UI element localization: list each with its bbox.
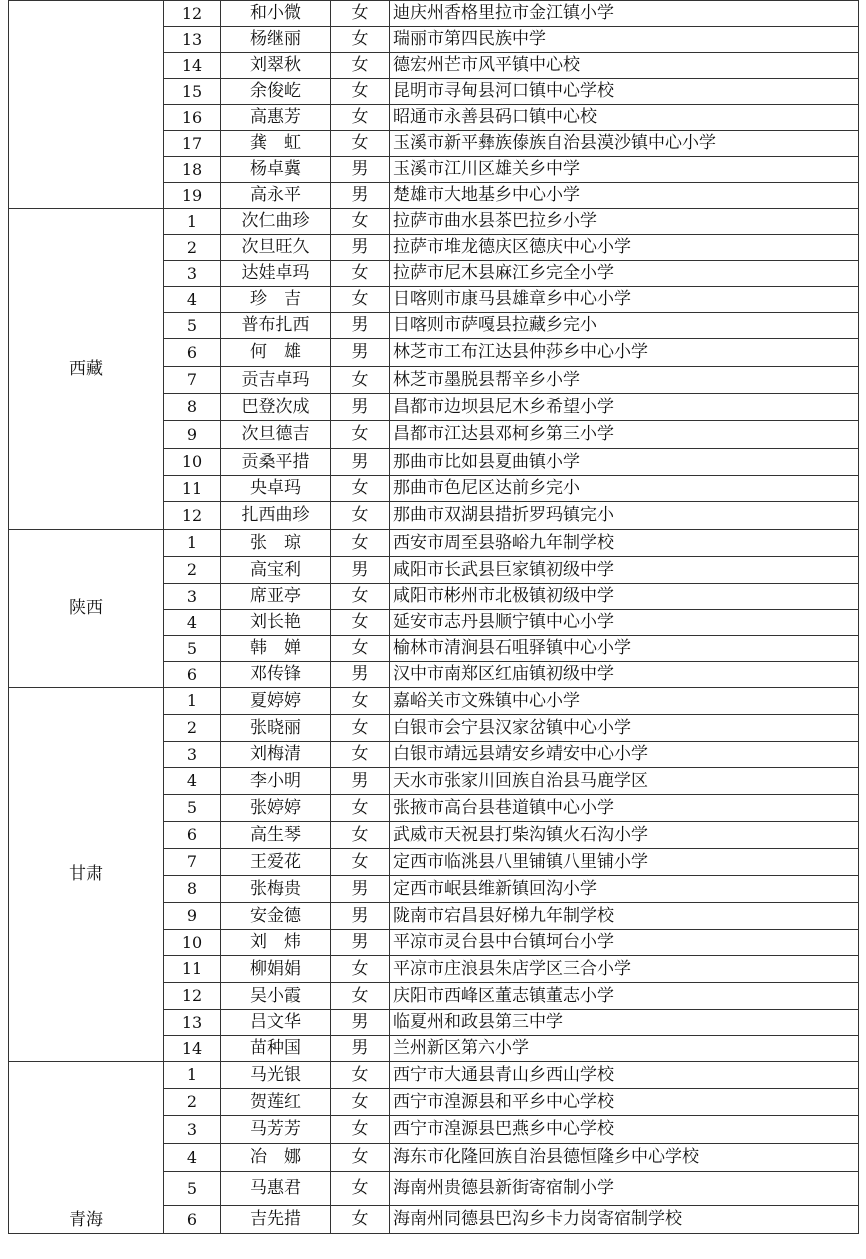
school-name-cell: 瑞丽市第四民族中学 — [390, 27, 859, 53]
school-name-cell: 西宁市大通县青山乡西山学校 — [390, 1062, 859, 1089]
school-name-cell: 白银市会宁县汉家岔镇中心小学 — [390, 715, 859, 742]
gender-cell: 女 — [331, 209, 390, 235]
gender-cell: 男 — [331, 449, 390, 476]
gender-cell: 男 — [331, 768, 390, 795]
school-name-cell: 玉溪市江川区雄关乡中学 — [390, 157, 859, 183]
gender-cell: 男 — [331, 157, 390, 183]
gender-cell: 女 — [331, 261, 390, 287]
row-number-cell: 2 — [164, 1089, 221, 1116]
gender-cell: 女 — [331, 983, 390, 1010]
school-name-cell: 延安市志丹县顺宁镇中心小学 — [390, 610, 859, 636]
teacher-name-cell: 高永平 — [221, 183, 331, 209]
teacher-name-cell: 高宝利 — [221, 557, 331, 584]
gender-cell: 男 — [331, 557, 390, 584]
gender-cell: 女 — [331, 105, 390, 131]
gender-cell: 女 — [331, 421, 390, 449]
school-name-cell: 海东市化隆回族自治县德恒隆乡中心学校 — [390, 1144, 859, 1172]
row-number-cell: 4 — [164, 287, 221, 313]
teacher-name-cell: 刘 炜 — [221, 930, 331, 956]
teacher-list-table — [8, 0, 859, 1234]
gender-cell: 男 — [331, 1036, 390, 1062]
row-number-cell: 16 — [164, 105, 221, 131]
school-name-cell: 楚雄市大地基乡中心小学 — [390, 183, 859, 209]
gender-cell: 女 — [331, 795, 390, 822]
teacher-name-cell: 王爱花 — [221, 849, 331, 876]
gender-cell: 女 — [331, 1116, 390, 1144]
school-name-cell: 兰州新区第六小学 — [390, 1036, 859, 1062]
school-name-cell: 汉中市南郑区红庙镇初级中学 — [390, 662, 859, 688]
teacher-name-cell: 高惠芳 — [221, 105, 331, 131]
row-number-cell: 12 — [164, 983, 221, 1010]
row-number-cell: 3 — [164, 261, 221, 287]
school-name-cell: 林芝市墨脱县帮辛乡小学 — [390, 367, 859, 394]
teacher-name-cell: 次旦旺久 — [221, 235, 331, 261]
teacher-name-cell: 吕文华 — [221, 1010, 331, 1036]
gender-cell: 女 — [331, 584, 390, 610]
school-name-cell: 白银市靖远县靖安乡靖安中心小学 — [390, 742, 859, 768]
school-name-cell: 海南州贵德县新街寄宿制小学 — [390, 1172, 859, 1206]
province-cell — [9, 1, 164, 209]
teacher-name-cell: 巴登次成 — [221, 394, 331, 421]
row-number-cell: 5 — [164, 1172, 221, 1206]
row-number-cell: 6 — [164, 662, 221, 688]
gender-cell: 男 — [331, 394, 390, 421]
school-name-cell: 日喀则市萨嘎县拉藏乡完小 — [390, 313, 859, 339]
gender-cell: 女 — [331, 610, 390, 636]
teacher-name-cell: 龚 虹 — [221, 131, 331, 157]
row-number-cell: 6 — [164, 339, 221, 367]
gender-cell: 女 — [331, 53, 390, 79]
table-row — [9, 1, 859, 27]
row-number-cell: 9 — [164, 421, 221, 449]
row-number-cell: 4 — [164, 1144, 221, 1172]
gender-cell: 男 — [331, 339, 390, 367]
row-number-cell: 3 — [164, 742, 221, 768]
school-name-cell: 临夏州和政县第三中学 — [390, 1010, 859, 1036]
school-name-cell: 庆阳市西峰区董志镇董志小学 — [390, 983, 859, 1010]
row-number-cell: 5 — [164, 636, 221, 662]
teacher-name-cell: 贺莲红 — [221, 1089, 331, 1116]
school-name-cell: 那曲市色尼区达前乡完小 — [390, 476, 859, 502]
row-number-cell: 2 — [164, 557, 221, 584]
row-number-cell: 12 — [164, 1, 221, 27]
row-number-cell: 13 — [164, 27, 221, 53]
gender-cell: 男 — [331, 183, 390, 209]
gender-cell: 男 — [331, 903, 390, 930]
gender-cell: 女 — [331, 1206, 390, 1234]
gender-cell: 男 — [331, 313, 390, 339]
row-number-cell: 7 — [164, 849, 221, 876]
teacher-name-cell: 安金德 — [221, 903, 331, 930]
row-number-cell: 1 — [164, 530, 221, 557]
teacher-name-cell: 吉先措 — [221, 1206, 331, 1234]
gender-cell: 女 — [331, 688, 390, 715]
teacher-name-cell: 吴小霞 — [221, 983, 331, 1010]
school-name-cell: 张掖市高台县巷道镇中心小学 — [390, 795, 859, 822]
teacher-name-cell: 杨卓冀 — [221, 157, 331, 183]
gender-cell: 女 — [331, 502, 390, 530]
row-number-cell: 7 — [164, 367, 221, 394]
teacher-name-cell: 何 雄 — [221, 339, 331, 367]
gender-cell: 女 — [331, 742, 390, 768]
teacher-name-cell: 张 琼 — [221, 530, 331, 557]
school-name-cell: 海南州同德县巴沟乡卡力岗寄宿制学校 — [390, 1206, 859, 1234]
school-name-cell: 昭通市永善县码口镇中心校 — [390, 105, 859, 131]
row-number-cell: 5 — [164, 313, 221, 339]
row-number-cell: 15 — [164, 79, 221, 105]
teacher-name-cell: 张晓丽 — [221, 715, 331, 742]
teacher-name-cell: 刘长艳 — [221, 610, 331, 636]
row-number-cell: 1 — [164, 688, 221, 715]
school-name-cell: 拉萨市堆龙德庆区德庆中心小学 — [390, 235, 859, 261]
row-number-cell: 4 — [164, 610, 221, 636]
teacher-name-cell: 普布扎西 — [221, 313, 331, 339]
row-number-cell: 14 — [164, 1036, 221, 1062]
gender-cell: 女 — [331, 79, 390, 105]
school-name-cell: 拉萨市曲水县茶巴拉乡小学 — [390, 209, 859, 235]
teacher-name-cell: 韩 婵 — [221, 636, 331, 662]
school-name-cell: 西宁市湟源县和平乡中心学校 — [390, 1089, 859, 1116]
teacher-name-cell: 珍 吉 — [221, 287, 331, 313]
teacher-name-cell: 次旦德吉 — [221, 421, 331, 449]
gender-cell: 女 — [331, 1144, 390, 1172]
gender-cell: 女 — [331, 1062, 390, 1089]
school-name-cell: 林芝市工布江达县仲莎乡中心小学 — [390, 339, 859, 367]
school-name-cell: 昌都市边坝县尼木乡希望小学 — [390, 394, 859, 421]
row-number-cell: 6 — [164, 1206, 221, 1234]
teacher-name-cell: 冶 娜 — [221, 1144, 331, 1172]
row-number-cell: 19 — [164, 183, 221, 209]
row-number-cell: 2 — [164, 235, 221, 261]
gender-cell: 女 — [331, 956, 390, 983]
school-name-cell: 迪庆州香格里拉市金江镇小学 — [390, 1, 859, 27]
school-name-cell: 定西市临洮县八里铺镇八里铺小学 — [390, 849, 859, 876]
school-name-cell: 那曲市双湖县措折罗玛镇完小 — [390, 502, 859, 530]
teacher-name-cell: 马光银 — [221, 1062, 331, 1089]
teacher-name-cell: 达娃卓玛 — [221, 261, 331, 287]
teacher-name-cell: 张婷婷 — [221, 795, 331, 822]
province-cell: 陕西 — [9, 530, 164, 688]
teacher-name-cell: 余俊屹 — [221, 79, 331, 105]
teacher-name-cell: 席亚亭 — [221, 584, 331, 610]
school-name-cell: 咸阳市长武县巨家镇初级中学 — [390, 557, 859, 584]
teacher-name-cell: 杨继丽 — [221, 27, 331, 53]
school-name-cell: 玉溪市新平彝族傣族自治县漠沙镇中心小学 — [390, 131, 859, 157]
teacher-name-cell: 马惠君 — [221, 1172, 331, 1206]
gender-cell: 女 — [331, 530, 390, 557]
gender-cell: 女 — [331, 476, 390, 502]
row-number-cell: 18 — [164, 157, 221, 183]
row-number-cell: 8 — [164, 394, 221, 421]
gender-cell: 女 — [331, 367, 390, 394]
row-number-cell: 14 — [164, 53, 221, 79]
row-number-cell: 3 — [164, 1116, 221, 1144]
row-number-cell: 8 — [164, 876, 221, 903]
school-name-cell: 昌都市江达县邓柯乡第三小学 — [390, 421, 859, 449]
row-number-cell: 12 — [164, 502, 221, 530]
teacher-name-cell: 马芳芳 — [221, 1116, 331, 1144]
table-row — [9, 688, 859, 715]
teacher-name-cell: 高生琴 — [221, 822, 331, 849]
gender-cell: 女 — [331, 849, 390, 876]
teacher-name-cell: 夏婷婷 — [221, 688, 331, 715]
school-name-cell: 陇南市宕昌县好梯九年制学校 — [390, 903, 859, 930]
teacher-name-cell: 刘梅清 — [221, 742, 331, 768]
gender-cell: 男 — [331, 662, 390, 688]
row-number-cell: 5 — [164, 795, 221, 822]
school-name-cell: 武威市天祝县打柴沟镇火石沟小学 — [390, 822, 859, 849]
school-name-cell: 平凉市灵台县中台镇坷台小学 — [390, 930, 859, 956]
row-number-cell: 11 — [164, 956, 221, 983]
teacher-name-cell: 贡吉卓玛 — [221, 367, 331, 394]
school-name-cell: 日喀则市康马县雄章乡中心小学 — [390, 287, 859, 313]
row-number-cell: 9 — [164, 903, 221, 930]
school-name-cell: 西安市周至县骆峪九年制学校 — [390, 530, 859, 557]
gender-cell: 女 — [331, 1, 390, 27]
gender-cell: 女 — [331, 822, 390, 849]
teacher-name-cell: 次仁曲珍 — [221, 209, 331, 235]
row-number-cell: 4 — [164, 768, 221, 795]
school-name-cell: 咸阳市彬州市北极镇初级中学 — [390, 584, 859, 610]
teacher-name-cell: 刘翠秋 — [221, 53, 331, 79]
school-name-cell: 嘉峪关市文殊镇中心小学 — [390, 688, 859, 715]
gender-cell: 女 — [331, 27, 390, 53]
school-name-cell: 天水市张家川回族自治县马鹿学区 — [390, 768, 859, 795]
school-name-cell: 西宁市湟源县巴燕乡中心学校 — [390, 1116, 859, 1144]
table-row — [9, 209, 859, 235]
school-name-cell: 昆明市寻甸县河口镇中心学校 — [390, 79, 859, 105]
row-number-cell: 10 — [164, 930, 221, 956]
teacher-name-cell: 和小微 — [221, 1, 331, 27]
school-name-cell: 榆林市清涧县石咀驿镇中心小学 — [390, 636, 859, 662]
school-name-cell: 定西市岷县维新镇回沟小学 — [390, 876, 859, 903]
province-cell: 甘肃 — [9, 688, 164, 1062]
gender-cell: 女 — [331, 715, 390, 742]
table-row — [9, 1062, 859, 1089]
teacher-name-cell: 央卓玛 — [221, 476, 331, 502]
teacher-name-cell: 张梅贵 — [221, 876, 331, 903]
row-number-cell: 10 — [164, 449, 221, 476]
gender-cell: 女 — [331, 287, 390, 313]
table-body — [9, 1, 859, 1234]
teacher-name-cell: 苗种国 — [221, 1036, 331, 1062]
gender-cell: 女 — [331, 636, 390, 662]
teacher-name-cell: 贡桑平措 — [221, 449, 331, 476]
school-name-cell: 德宏州芒市风平镇中心校 — [390, 53, 859, 79]
table-row — [9, 530, 859, 557]
row-number-cell: 6 — [164, 822, 221, 849]
teacher-name-cell: 李小明 — [221, 768, 331, 795]
gender-cell: 女 — [331, 1089, 390, 1116]
gender-cell: 男 — [331, 1010, 390, 1036]
school-name-cell: 那曲市比如县夏曲镇小学 — [390, 449, 859, 476]
gender-cell: 女 — [331, 1172, 390, 1206]
school-name-cell: 拉萨市尼木县麻江乡完全小学 — [390, 261, 859, 287]
gender-cell: 男 — [331, 876, 390, 903]
teacher-name-cell: 扎西曲珍 — [221, 502, 331, 530]
row-number-cell: 11 — [164, 476, 221, 502]
gender-cell: 男 — [331, 930, 390, 956]
teacher-name-cell: 邓传锋 — [221, 662, 331, 688]
row-number-cell: 2 — [164, 715, 221, 742]
school-name-cell: 平凉市庄浪县朱店学区三合小学 — [390, 956, 859, 983]
row-number-cell: 3 — [164, 584, 221, 610]
gender-cell: 女 — [331, 131, 390, 157]
row-number-cell: 1 — [164, 1062, 221, 1089]
teacher-name-cell: 柳娟娟 — [221, 956, 331, 983]
row-number-cell: 1 — [164, 209, 221, 235]
province-cell: 西藏 — [9, 209, 164, 530]
row-number-cell: 17 — [164, 131, 221, 157]
province-cell: 青海 — [9, 1062, 164, 1234]
row-number-cell: 13 — [164, 1010, 221, 1036]
gender-cell: 男 — [331, 235, 390, 261]
